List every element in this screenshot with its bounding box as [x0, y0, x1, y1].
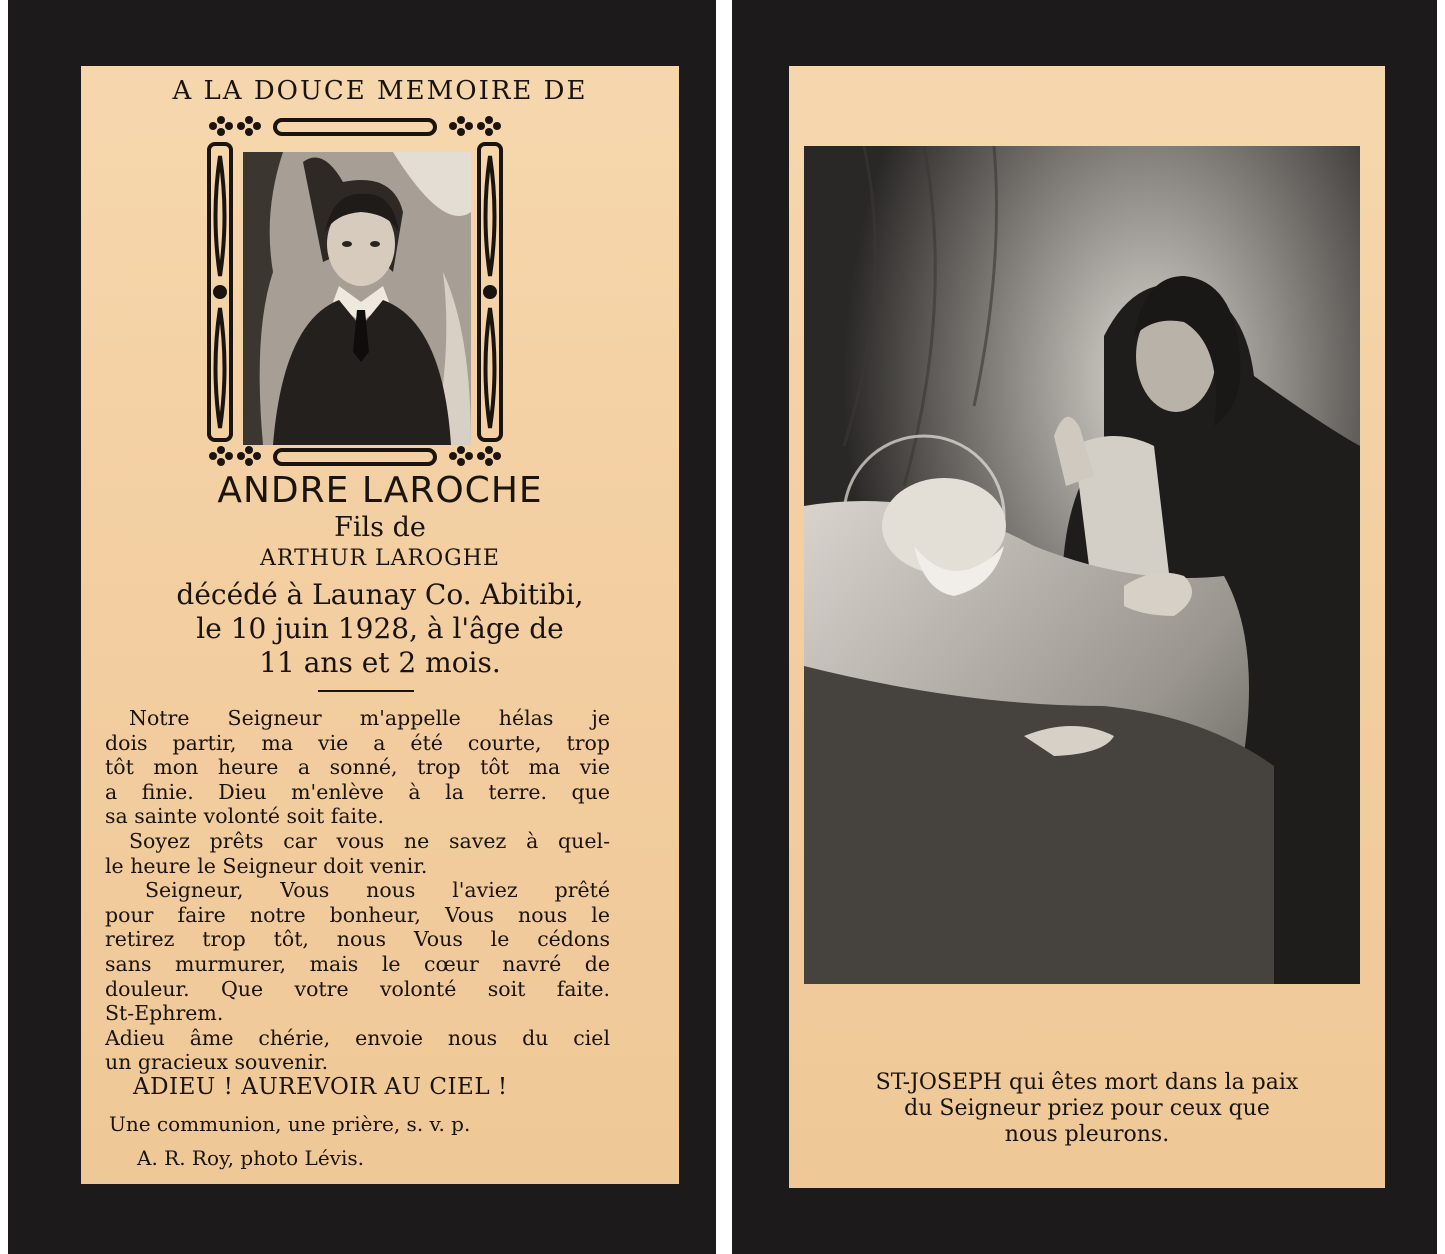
age-at-death: 11 ans et 2 mois. — [259, 646, 501, 679]
death-place: décédé à Launay Co. Abitibi, — [176, 578, 584, 611]
poem-line: dois partir, ma vie a été courte, trop — [105, 730, 610, 755]
poem-line: Notre Seigneur m'appelle hélas je — [129, 706, 610, 730]
poem-line: sans murmurer, mais le cœur navré de — [105, 951, 610, 976]
poem-line: Seigneur, Vous nous l'aviez prêté — [145, 878, 610, 903]
poem-line: Adieu âme chérie, envoie nous du ciel — [105, 1025, 610, 1050]
memorial-card-back — [732, 0, 1437, 1254]
religious-painting — [804, 146, 1360, 984]
poem-line: tôt mon heure a sonné, trop tôt ma vie — [105, 755, 610, 780]
poem-line: retirez trop tôt, nous Vous le cédons — [105, 927, 610, 952]
caption-line: du Seigneur priez pour ceux que — [904, 1096, 1270, 1121]
death-date: le 10 juin 1928, à l'âge de — [196, 612, 564, 645]
front-panel — [81, 66, 679, 1184]
son-of-label: Fils de — [334, 512, 426, 543]
caption-line: ST-JOSEPH qui êtes mort dans la paix — [875, 1070, 1299, 1095]
poem-line: Soyez prêts car vous ne savez à quel- — [129, 828, 610, 853]
poem-line: douleur. Que votre volonté soit faite. — [105, 976, 610, 1001]
memorial-heading: A LA DOUCE MEMOIRE DE — [172, 76, 588, 106]
portrait-photo — [243, 152, 471, 445]
poem-line: le heure le Seigneur doit venir. — [105, 853, 428, 878]
back-panel — [789, 66, 1385, 1188]
ornamental-photo-frame — [201, 116, 509, 468]
farewell-line: ADIEU ! AUREVOIR AU CIEL ! — [133, 1074, 508, 1100]
poem-line: sa sainte volonté soit faite. — [105, 804, 384, 829]
saint-joseph-caption — [789, 1070, 1385, 1148]
deceased-name: ANDRE LAROCHE — [217, 470, 543, 511]
memorial-poem — [105, 706, 610, 1075]
father-name: ARTHUR LAROGHE — [260, 546, 500, 571]
poem-line: a finie. Dieu m'enlève à la terre. que — [105, 779, 610, 804]
poem-line: un gracieux souvenir. — [105, 1050, 329, 1075]
caption-line: nous pleurons. — [1004, 1122, 1170, 1147]
memorial-card-front — [8, 0, 716, 1254]
prayer-request: Une communion, une prière, s. v. p. — [109, 1112, 471, 1136]
poem-line: St-Ephrem. — [105, 1001, 224, 1026]
photographer-credit: A. R. Roy, photo Lévis. — [137, 1146, 364, 1170]
divider-rule — [318, 690, 414, 692]
poem-line: pour faire notre bonheur, Vous nous le — [105, 902, 610, 927]
